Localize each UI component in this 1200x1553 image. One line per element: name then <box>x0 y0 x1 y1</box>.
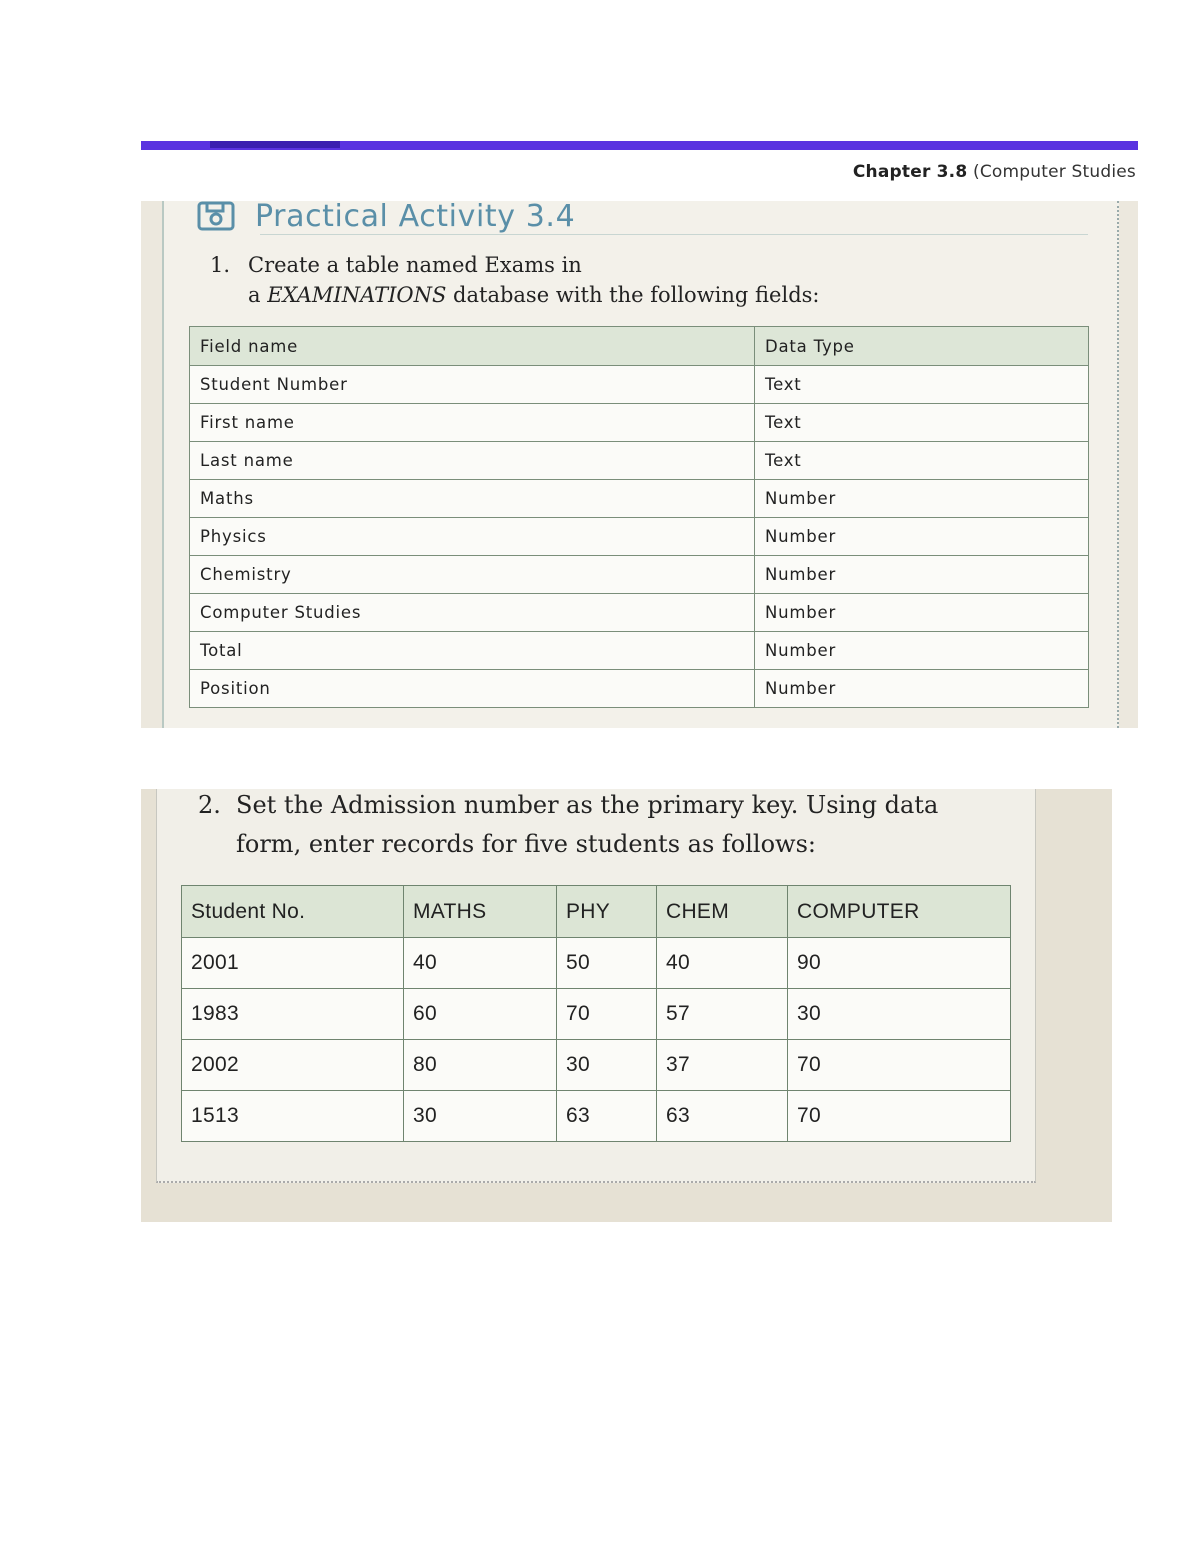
records-table-header <box>182 886 1011 938</box>
record-cell-col-3: 70 <box>557 989 657 1040</box>
question-1-line-1: Create a table named Exams in <box>248 253 582 277</box>
field-row <box>190 442 1089 480</box>
record-cell-col-2: 80 <box>404 1040 557 1091</box>
field-cell-col-1: Chemistry <box>190 556 755 594</box>
record-cell-col-2: 30 <box>404 1091 557 1142</box>
record-row <box>182 1091 1011 1142</box>
record-row <box>182 938 1011 989</box>
record-cell-col-3: 63 <box>557 1091 657 1142</box>
column-header-student-no: Student No. <box>182 886 404 938</box>
save-icon <box>197 201 235 231</box>
database-name: EXAMINATIONS <box>267 283 447 307</box>
record-cell-col-4: 57 <box>657 989 788 1040</box>
record-cell-col-5: 70 <box>788 1040 1011 1091</box>
record-row <box>182 989 1011 1040</box>
field-cell-col-2: Text <box>755 442 1089 480</box>
field-row <box>190 632 1089 670</box>
record-cell-col-3: 30 <box>557 1040 657 1091</box>
field-cell-col-2: Text <box>755 366 1089 404</box>
column-header-phy: PHY <box>557 886 657 938</box>
field-cell-col-1: Physics <box>190 518 755 556</box>
records-table <box>181 885 1011 1142</box>
column-header-maths: MATHS <box>404 886 557 938</box>
field-row <box>190 556 1089 594</box>
question-2 <box>198 786 938 864</box>
activity-heading <box>197 196 575 236</box>
chapter-heading <box>853 162 1136 182</box>
question-1-suffix: database with the following fields: <box>446 283 820 307</box>
column-header-computer: COMPUTER <box>788 886 1011 938</box>
question-1 <box>210 250 819 310</box>
activity-title: Practical Activity 3.4 <box>255 198 576 234</box>
field-cell-col-1: Total <box>190 632 755 670</box>
field-cell-col-1: Last name <box>190 442 755 480</box>
question-2-number: 2. <box>198 791 221 819</box>
record-cell-col-3: 50 <box>557 938 657 989</box>
column-header-chem: CHEM <box>657 886 788 938</box>
record-cell-col-1: 1513 <box>182 1091 404 1142</box>
field-row <box>190 404 1089 442</box>
question-2-line-2: form, enter records for five students as follows: <box>236 830 816 858</box>
field-cell-col-2: Number <box>755 518 1089 556</box>
chapter-number: Chapter 3.8 <box>852 162 968 182</box>
fields-table <box>189 326 1089 708</box>
chapter-subject: (Computer Studies <box>972 162 1136 182</box>
column-header-field-name: Field name <box>190 327 755 366</box>
field-row <box>190 670 1089 708</box>
question-1-number: 1. <box>210 253 231 277</box>
field-cell-col-2: Number <box>755 480 1089 518</box>
record-cell-col-4: 37 <box>657 1040 788 1091</box>
field-cell-col-1: Position <box>190 670 755 708</box>
fields-table-header <box>190 327 1089 366</box>
heading-divider <box>260 234 1088 235</box>
field-row <box>190 518 1089 556</box>
field-cell-col-1: First name <box>190 404 755 442</box>
field-cell-col-1: Student Number <box>190 366 755 404</box>
field-cell-col-2: Number <box>755 670 1089 708</box>
top-accent-bar-shade <box>210 141 340 148</box>
record-cell-col-2: 40 <box>404 938 557 989</box>
field-row <box>190 480 1089 518</box>
field-row <box>190 366 1089 404</box>
field-cell-col-1: Computer Studies <box>190 594 755 632</box>
field-cell-col-1: Maths <box>190 480 755 518</box>
field-cell-col-2: Text <box>755 404 1089 442</box>
column-header-data-type: Data Type <box>755 327 1089 366</box>
record-cell-col-1: 1983 <box>182 989 404 1040</box>
field-row <box>190 594 1089 632</box>
question-1-prefix: a <box>248 283 268 307</box>
record-cell-col-1: 2002 <box>182 1040 404 1091</box>
record-cell-col-2: 60 <box>404 989 557 1040</box>
question-2-line-1: Set the Admission number as the primary key. Using data <box>236 791 939 819</box>
record-cell-col-5: 30 <box>788 989 1011 1040</box>
field-cell-col-2: Number <box>755 632 1089 670</box>
record-cell-col-5: 90 <box>788 938 1011 989</box>
record-cell-col-4: 40 <box>657 938 788 989</box>
field-cell-col-2: Number <box>755 594 1089 632</box>
record-cell-col-4: 63 <box>657 1091 788 1142</box>
field-cell-col-2: Number <box>755 556 1089 594</box>
record-cell-col-5: 70 <box>788 1091 1011 1142</box>
record-cell-col-1: 2001 <box>182 938 404 989</box>
record-row <box>182 1040 1011 1091</box>
